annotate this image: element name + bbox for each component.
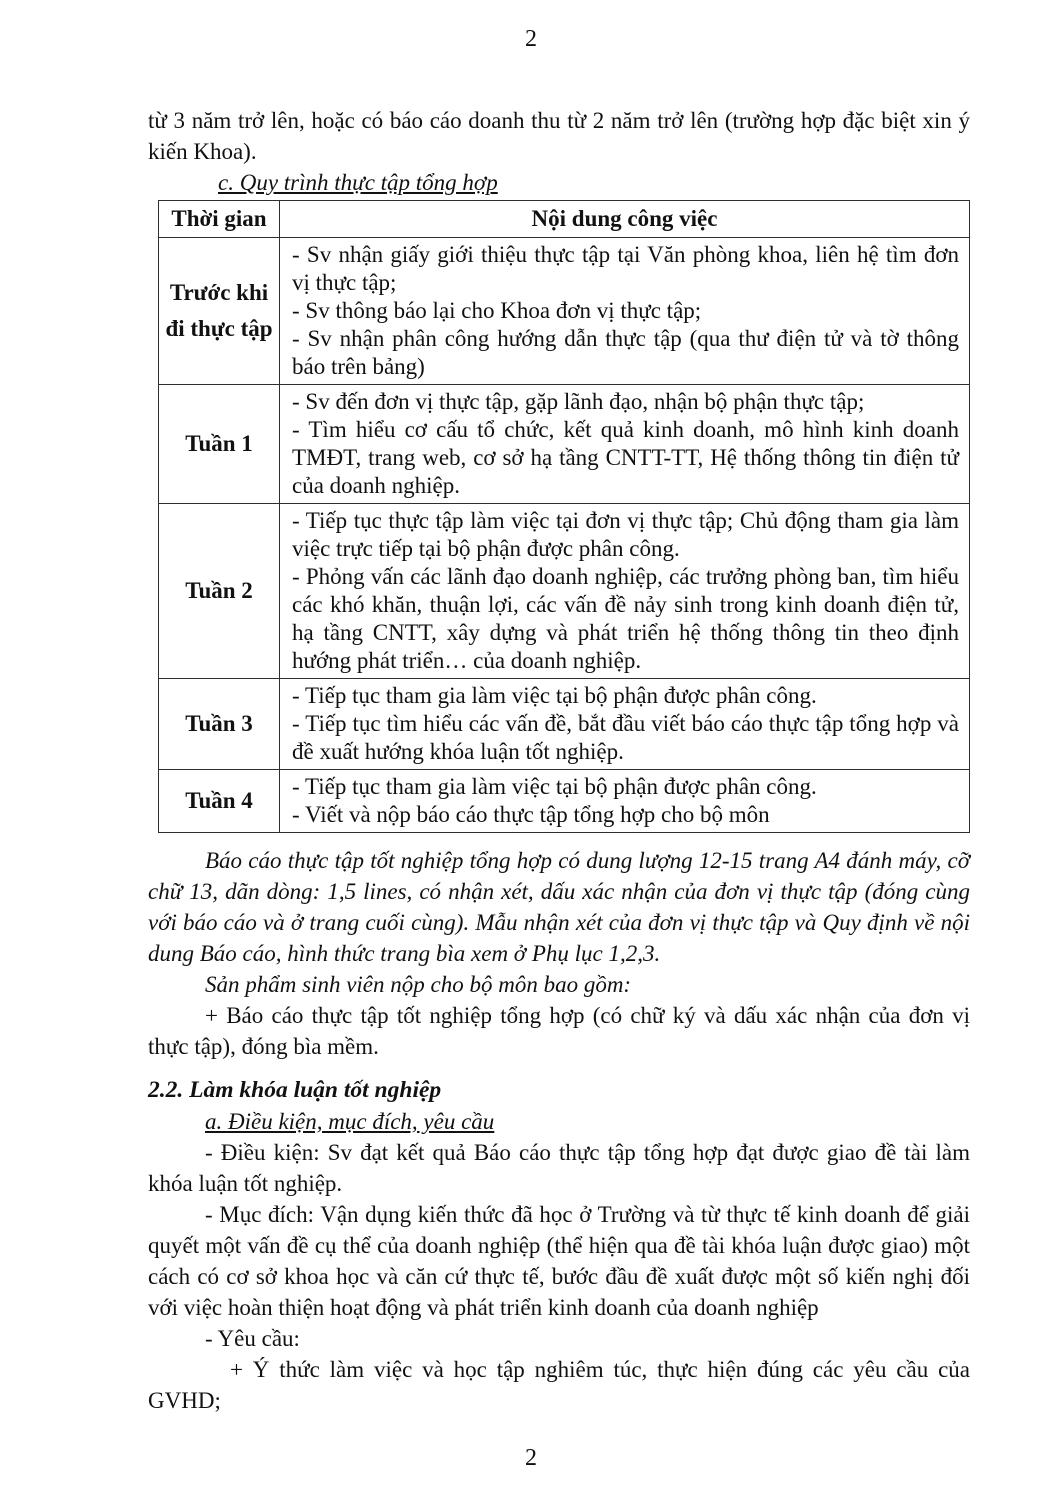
products-intro: Sản phẩm sinh viên nộp cho bộ môn bao gồm: [205, 972, 632, 997]
work-item: - Tiếp tục tham gia làm việc tại bộ phận được phân công. [292, 683, 817, 708]
work-item: - Tiếp tục tham gia làm việc tại bộ phận được phân công. [292, 774, 817, 799]
page-content [148, 105, 970, 1416]
time-cell: Tuần 2 [159, 504, 280, 679]
section-c-heading: c. Quy trình thực tập tổng hợp [218, 170, 498, 195]
time-cell: Tuần 3 [159, 679, 280, 770]
condition-paragraph: - Điều kiện: Sv đạt kết quả Báo cáo thực tập tổng hợp đạt được giao đề tài làm khóa luận tốt nghiệp. [148, 1140, 970, 1196]
work-item: - Tiếp tục tìm hiểu các vấn đề, bắt đầu viết báo cáo thực tập tổng hợp và đề xuất hướng khóa luận tốt nghiệp. [292, 711, 959, 764]
work-item: - Tìm hiểu cơ cấu tổ chức, kết quả kinh doanh, mô hình kinh doanh TMĐT, trang web, cơ sở hạ tầng CNTT-TT, Hệ thống thông tin điện tử của doanh nghiệp. [292, 417, 959, 498]
purpose-paragraph: - Mục đích: Vận dụng kiến thức đã học ở Trường và từ thực tế kinh doanh để giải quyết một vấn đề cụ thể của doanh nghiệp (thể hiện qua đề tài khóa luận được giao) một cách có cơ sở khoa học và căn cứ thực tế, bước đầu đề xuất được một số kiến nghị đối với việc hoàn thiện hoạt động và phát triển kinh doanh của doanh nghiệp [148, 1202, 970, 1320]
work-item: - Sv nhận giấy giới thiệu thực tập tại Văn phòng khoa, liên hệ tìm đơn vị thực tập; [292, 242, 959, 295]
table-header [159, 201, 970, 238]
table-body [159, 238, 970, 833]
requirement-label: - Yêu cầu: [205, 1326, 300, 1351]
work-item: - Sv nhận phân công hướng dẫn thực tập (qua thư điện tử và tờ thông báo trên bảng) [292, 326, 959, 379]
table-row-week-4 [159, 770, 970, 833]
table-header-row [159, 201, 970, 238]
table-header-content: Nội dung công việc [280, 201, 970, 238]
page-number-top: 2 [525, 26, 537, 52]
report-requirements-paragraph: Báo cáo thực tập tốt nghiệp tổng hợp có dung lượng 12-15 trang A4 đánh máy, cỡ chữ 13, dãn dòng: 1,5 lines, có nhận xét, dấu xác nhận của đơn vị thực tập (đóng cùng với báo cáo và ở trang cuối cùng). Mẫu nhận xét của đơn vị thực tập và Quy định về nội dung Báo cáo, hình thức trang bìa xem ở Phụ lục 1,2,3. [148, 848, 970, 966]
content-cell [280, 385, 970, 504]
table-row-week-1 [159, 385, 970, 504]
content-cell [280, 504, 970, 679]
table-row-week-2 [159, 504, 970, 679]
section-a-heading: a. Điều kiện, mục đích, yêu cầu [205, 1109, 495, 1134]
work-item: - Tiếp tục thực tập làm việc tại đơn vị thực tập; Chủ động tham gia làm việc trực tiếp tại bộ phận được phân công. [292, 508, 959, 561]
content-cell [280, 238, 970, 385]
content-cell [280, 770, 970, 833]
intro-paragraph: từ 3 năm trở lên, hoặc có báo cáo doanh thu từ 2 năm trở lên (trường hợp đặc biệt xin ý kiến Khoa). [148, 108, 970, 164]
table-header-time: Thời gian [159, 201, 280, 238]
table-row-week-3 [159, 679, 970, 770]
product-item: + Báo cáo thực tập tốt nghiệp tổng hợp (có chữ ký và dấu xác nhận của đơn vị thực tập), đóng bìa mềm. [148, 1003, 970, 1059]
work-item: - Sv đến đơn vị thực tập, gặp lãnh đạo, nhận bộ phận thực tập; [292, 389, 865, 414]
content-cell [280, 679, 970, 770]
page-number-bottom: 2 [525, 1445, 537, 1471]
time-cell: Tuần 1 [159, 385, 280, 504]
internship-schedule-table [158, 200, 970, 833]
work-item: - Phỏng vấn các lãnh đạo doanh nghiệp, các trưởng phòng ban, tìm hiểu các khó khăn, thuận lợi, các vấn đề nảy sinh trong kinh doanh điện tử, hạ tầng CNTT, xây dựng và phát triển hệ thống thông tin theo định hướng phát triển… của doanh nghiệp. [292, 564, 959, 673]
table-row-before-internship [159, 238, 970, 385]
work-item: - Sv thông báo lại cho Khoa đơn vị thực tập; [292, 298, 702, 323]
requirement-item: + Ý thức làm việc và học tập nghiêm túc, thực hiện đúng các yêu cầu của GVHD; [148, 1357, 970, 1413]
time-cell: Tuần 4 [159, 770, 280, 833]
work-item: - Viết và nộp báo cáo thực tập tổng hợp cho bộ môn [292, 802, 770, 827]
section-2-2-heading: 2.2. Làm khóa luận tốt nghiệp [148, 1077, 442, 1103]
time-cell: Trước khi đi thực tập [159, 238, 280, 385]
